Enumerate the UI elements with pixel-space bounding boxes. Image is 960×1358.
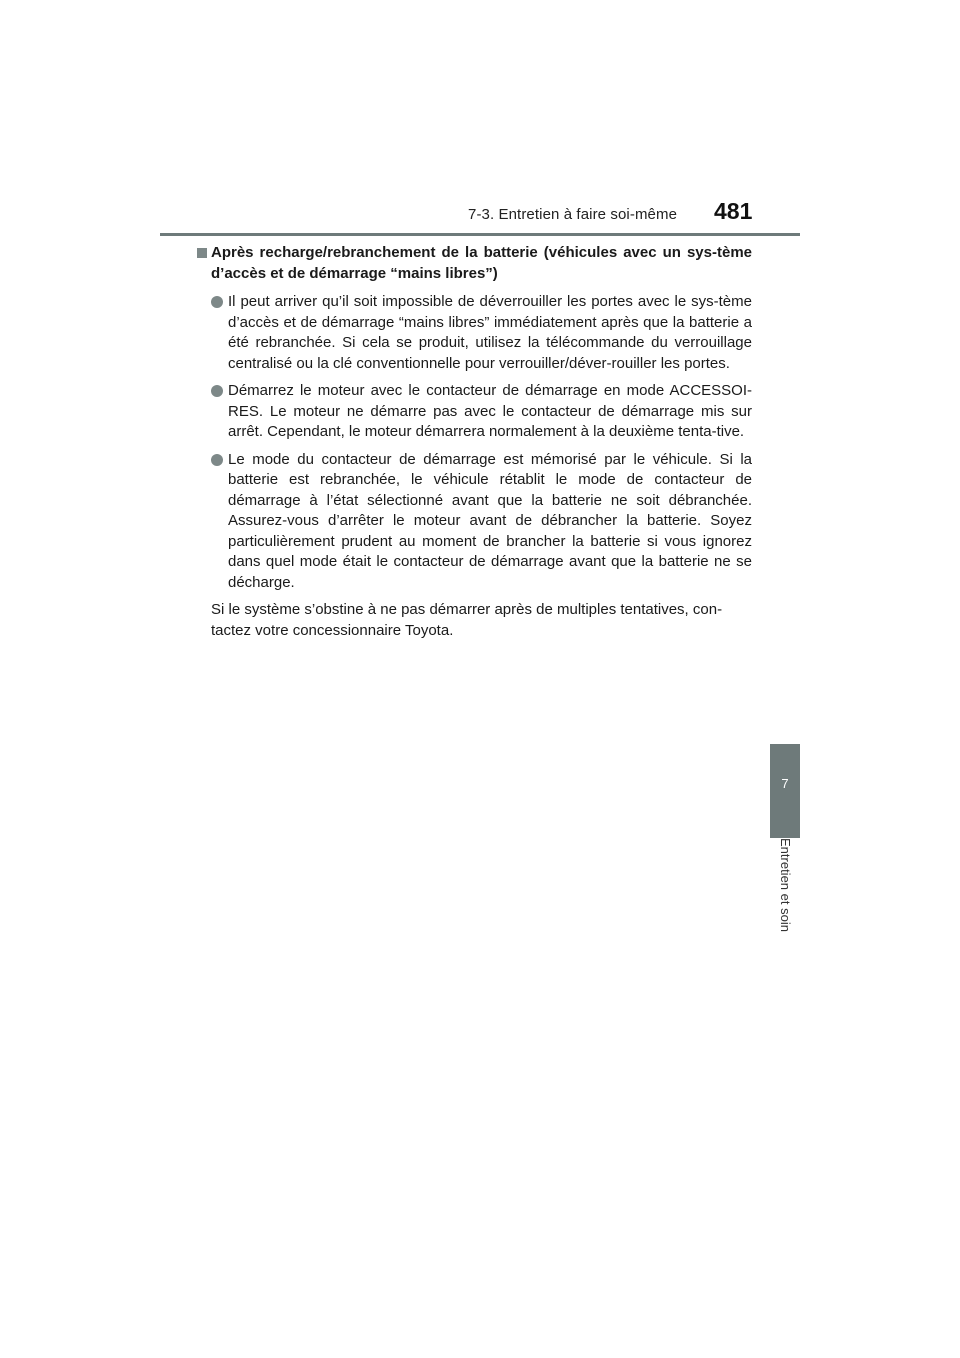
list-item: [211, 292, 752, 374]
circle-bullet-icon: [211, 385, 223, 397]
section-title: 7-3. Entretien à faire soi-même: [468, 206, 678, 223]
chapter-tab: [770, 744, 800, 838]
list-item-text: Il peut arriver qu’il soit impossible de déverrouiller les portes avec le sys-tème d’accès et de démarrage “mains libres” immédiatement après que la batterie a été rebranchée. Si cela se produit, utilisez la télécommande du verrouillage centralisé ou la clé conventionnelle pour verrouiller/déver-rouiller les portes.: [228, 293, 752, 372]
circle-bullet-icon: [211, 296, 223, 308]
chapter-number: 7: [781, 776, 789, 791]
page-number: 481: [714, 198, 753, 224]
list-item: [211, 450, 752, 594]
main-content: [211, 243, 752, 641]
closing-paragraph: Si le système s’obstine à ne pas démarrer après de multiples tentatives, con-tactez votre concessionnaire Toyota.: [211, 601, 723, 639]
square-bullet-icon: [197, 248, 207, 258]
chapter-title: Entretien et soin: [778, 838, 793, 932]
list-item-text: Démarrez le moteur avec le contacteur de démarrage en mode ACCESSOI-RES. Le moteur ne démarre pas avec le contacteur de démarrage mis sur arrêt. Cependant, le moteur démarrera normalement à la deuxième tenta-tive.: [228, 382, 752, 440]
list-item-text: Le mode du contacteur de démarrage est mémorisé par le véhicule. Si la batterie est rebranchée, le véhicule rétablit le mode de contacteur de démarrage à l’état sélectionné avant que la batterie ne soit débranchée. Assurez-vous d’arrêter le moteur avant de débrancher la batterie. Soyez particulièrement prudent au moment de brancher la batterie si vous ignorez dans quel mode était le contacteur de démarrage avant que la batterie ne se décharge.: [228, 450, 752, 591]
circle-bullet-icon: [211, 454, 223, 466]
header-divider: [160, 233, 800, 236]
chapter-label-container: [770, 838, 800, 932]
section-heading-text: Après recharge/rebranchement de la batterie (véhicules avec un sys-tème d’accès et de démarrage “mains libres”): [211, 244, 752, 282]
list-item: [211, 381, 752, 443]
section-heading: [211, 243, 752, 284]
